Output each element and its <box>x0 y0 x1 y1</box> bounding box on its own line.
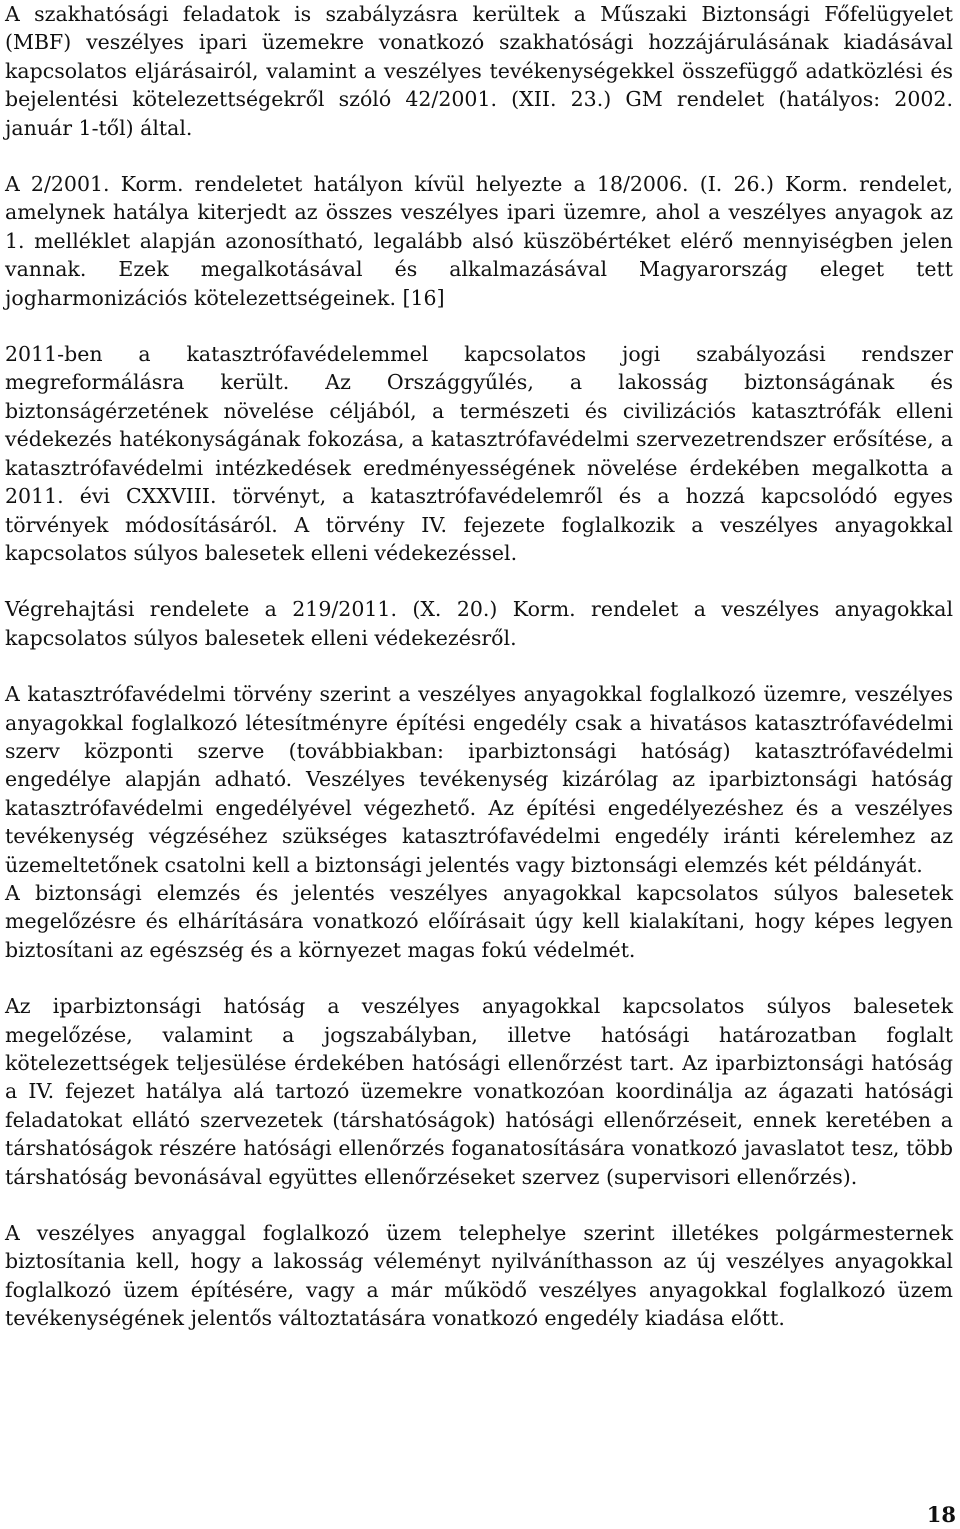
document-page <box>5 0 953 1333</box>
paragraph-iparbiztonsagi-hatosag: Az iparbiztonsági hatóság a veszélyes anyagokkal kapcsolatos súlyos balesetek megelőzése, valamint a jogszabályban, illetve hatósági határozatban foglalt kötelezettségek teljesülése érdekében hatósági ellenőrzést tart. Az iparbiztonsági hatóság a IV. fejezet hatálya alá tartozó üzemekre vonatkozóan koordinálja az ágazati hatósági feladatokat ellátó szervezetek (társhatóságok) hatósági ellenőrzéseit, ennek keretében a társhatóságok részére hatósági ellenőrzés foganatosítására vonatkozó javaslatot tesz, több társhatóság bevonásával együttes ellenőrzéseket szervez (supervisori ellenőrzés). <box>5 994 953 1189</box>
paragraph-biztonsagi-elemzes: A biztonsági elemzés és jelentés veszélyes anyagokkal kapcsolatos súlyos balesetek megelőzésre és elhárítására vonatkozó előírásait úgy kell kialakítani, hogy képes legyen biztosítani az egészség és a környezet magas fokú védelmét. <box>5 880 953 962</box>
paragraph-katasztrofavedelmi-engedely: A katasztrófavédelmi törvény szerint a veszélyes anyagokkal foglalkozó üzemre, veszélyes anyagokkal foglalkozó létesítményre építési engedély csak a hivatásos katasztrófavédelmi szerv központi szerve (továbbiakban: iparbiztonsági hatóság) katasztrófavédelmi engedélye alapján adható. Veszélyes tevékenység kizárólag az iparbiztonsági hatóság katasztrófavédelmi engedélyével végezhető. Az építési engedélyezéshez és a veszélyes tevékenység végzéséhez szükséges katasztrófavédelmi engedély iránti kérelemhez az üzemeltetőnek csatolni kell a biztonsági jelentés vagy biztonsági elemzés két példányát. <box>5 682 953 877</box>
page-number: 18 <box>926 1502 956 1527</box>
paragraph-polgarmester: A veszélyes anyaggal foglalkozó üzem telephelye szerint illetékes polgármesternek biztosítania kell, hogy a lakosság véleményt nyilváníthasson az új veszélyes anyagokkal foglalkozó üzem építésére, vagy a már működő veszélyes anyagokkal foglalkozó üzem tevékenységének jelentős változtatására vonatkozó engedély kiadása előtt. <box>5 1221 953 1331</box>
paragraph-2011-reform: 2011-ben a katasztrófavédelemmel kapcsolatos jogi szabályozási rendszer megreformálásra került. Az Országgyűlés, a lakosság biztonságának és biztonságérzetének növelése céljából, a természeti és civilizációs katasztrófák elleni védekezés hatékonyságának fokozása, a katasztrófavédelmi szervezetrendszer erősítése, a katasztrófavédelmi intézkedések eredményességének növelése érdekében megalkotta a 2011. évi CXXVIII. törvényt, a katasztrófavédelemről és a hozzá kapcsolódó egyes törvények módosításáról. A törvény IV. fejezete foglalkozik a veszélyes anyagokkal kapcsolatos súlyos balesetek elleni védekezéssel. <box>5 342 953 565</box>
paragraph-korm-rendelet: A 2/2001. Korm. rendeletet hatályon kívül helyezte a 18/2006. (I. 26.) Korm. rendelet, amelynek hatálya kiterjedt az összes veszélyes ipari üzemre, ahol a veszélyes anyagok az 1. melléklet alapján azonosítható, legalább alsó küszöbértéket elérő mennyiségben jelen vannak. Ezek megalkotásával és alkalmazásával Magyarország eleget tett jogharmonizációs kötelezettségeinek. [16] <box>5 172 953 310</box>
paragraph-vegrehajtasi-rendelet: Végrehajtási rendelete a 219/2011. (X. 20.) Korm. rendelet a veszélyes anyagokkal kapcsolatos súlyos balesetek elleni védekezésről. <box>5 597 953 650</box>
paragraph-mbf-regulation: A szakhatósági feladatok is szabályzásra kerültek a Műszaki Biztonsági Főfelügyelet (MBF) veszélyes ipari üzemekre vonatkozó szakhatósági hozzájárulásának kiadásával kapcsolatos eljárásairól, valamint a veszélyes tevékenységekkel összefüggő adatközlési és bejelentési kötelezettségekről szóló 42/2001. (XII. 23.) GM rendelet (hatályos: 2002. január 1-től) által. <box>5 2 953 140</box>
